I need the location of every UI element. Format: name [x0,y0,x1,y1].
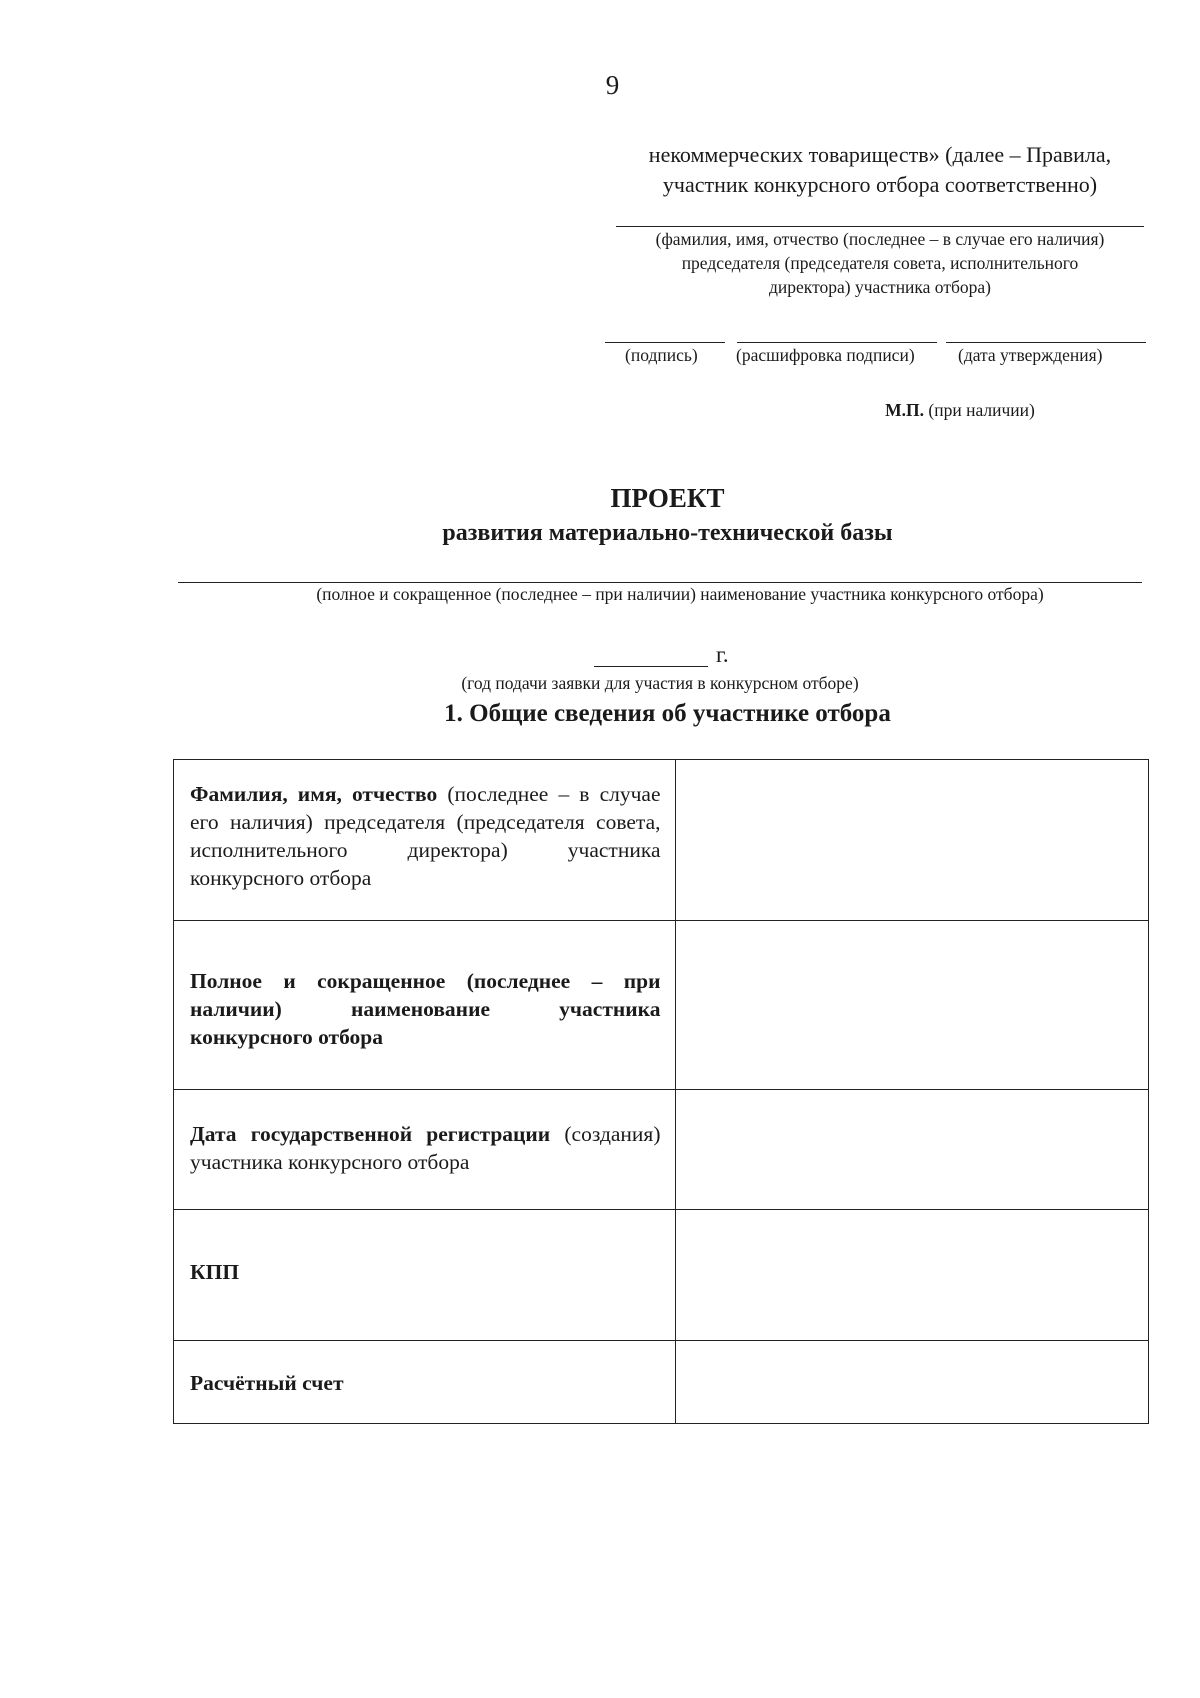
year-suffix: г. [716,642,729,667]
fio-caption [600,227,1160,299]
decryption-caption: (расшифровка подписи) [736,345,915,365]
row-label [174,921,676,1090]
document-subtitle: развития материально-технической базы [442,520,893,546]
approval-text-line1: некоммерческих товариществ» (далее – Правила, [648,142,1112,167]
fio-caption-line1: (фамилия, имя, отчество (последнее – в случае его наличия) [655,229,1105,249]
year-caption: (год подачи заявки для участия в конкурсном отборе) [461,673,859,693]
table-row [174,921,1149,1090]
table-row [174,1090,1149,1210]
row-label [174,1090,676,1210]
approval-text-line2: участник конкурсного отбора соответственно) [662,172,1098,197]
page-number: 9 [605,70,620,100]
seal-note: (при наличии) [928,400,1035,420]
row-label-bold: КПП [190,1260,240,1284]
section-heading: 1. Общие сведения об участнике отбора [444,700,891,727]
row-label-normal: (создания) участника конкурсного отбора [190,1122,661,1174]
fio-caption-line3: директора) участника отбора) [769,277,991,297]
approval-text [600,140,1160,200]
signature-caption: (подпись) [625,345,698,365]
year-line [594,666,708,667]
row-value-cell[interactable] [675,760,1149,921]
table-row [174,1341,1149,1424]
org-name-caption: (полное и сокращенное (последнее – при наличии) наименование участника конкурсного отбора) [316,584,1044,604]
seal-caption [700,400,1200,421]
fio-caption-line2: председателя (председателя совета, исполнительного [681,253,1079,273]
row-label-bold: Фамилия, имя, отчество [190,782,438,806]
decryption-line [737,342,937,343]
table-row [174,1210,1149,1341]
row-value-cell[interactable] [675,1210,1149,1341]
table-row [174,760,1149,921]
row-value-cell[interactable] [675,921,1149,1090]
row-label-bold: Полное и сокращенное (последнее – при наличии) наименование участника конкурсного отбора [190,969,661,1049]
date-line [946,342,1146,343]
row-label-bold: Дата государственной регистрации [190,1122,551,1146]
row-value-cell[interactable] [675,1341,1149,1424]
document-title: ПРОЕКТ [610,483,725,513]
row-label [174,1210,676,1341]
seal-label: М.П. [885,400,925,420]
row-label-normal: (последнее – в случае его наличия) председателя (председателя совета, исполнительного директора) участника конкурсного отбора [190,782,661,890]
org-name-line [178,582,1142,583]
row-value-cell[interactable] [675,1090,1149,1210]
row-label [174,760,676,921]
row-label-bold: Расчётный счет [190,1371,344,1395]
signature-line [605,342,725,343]
participant-info-table [173,759,1149,1424]
row-label [174,1341,676,1424]
date-caption: (дата утверждения) [958,345,1103,365]
